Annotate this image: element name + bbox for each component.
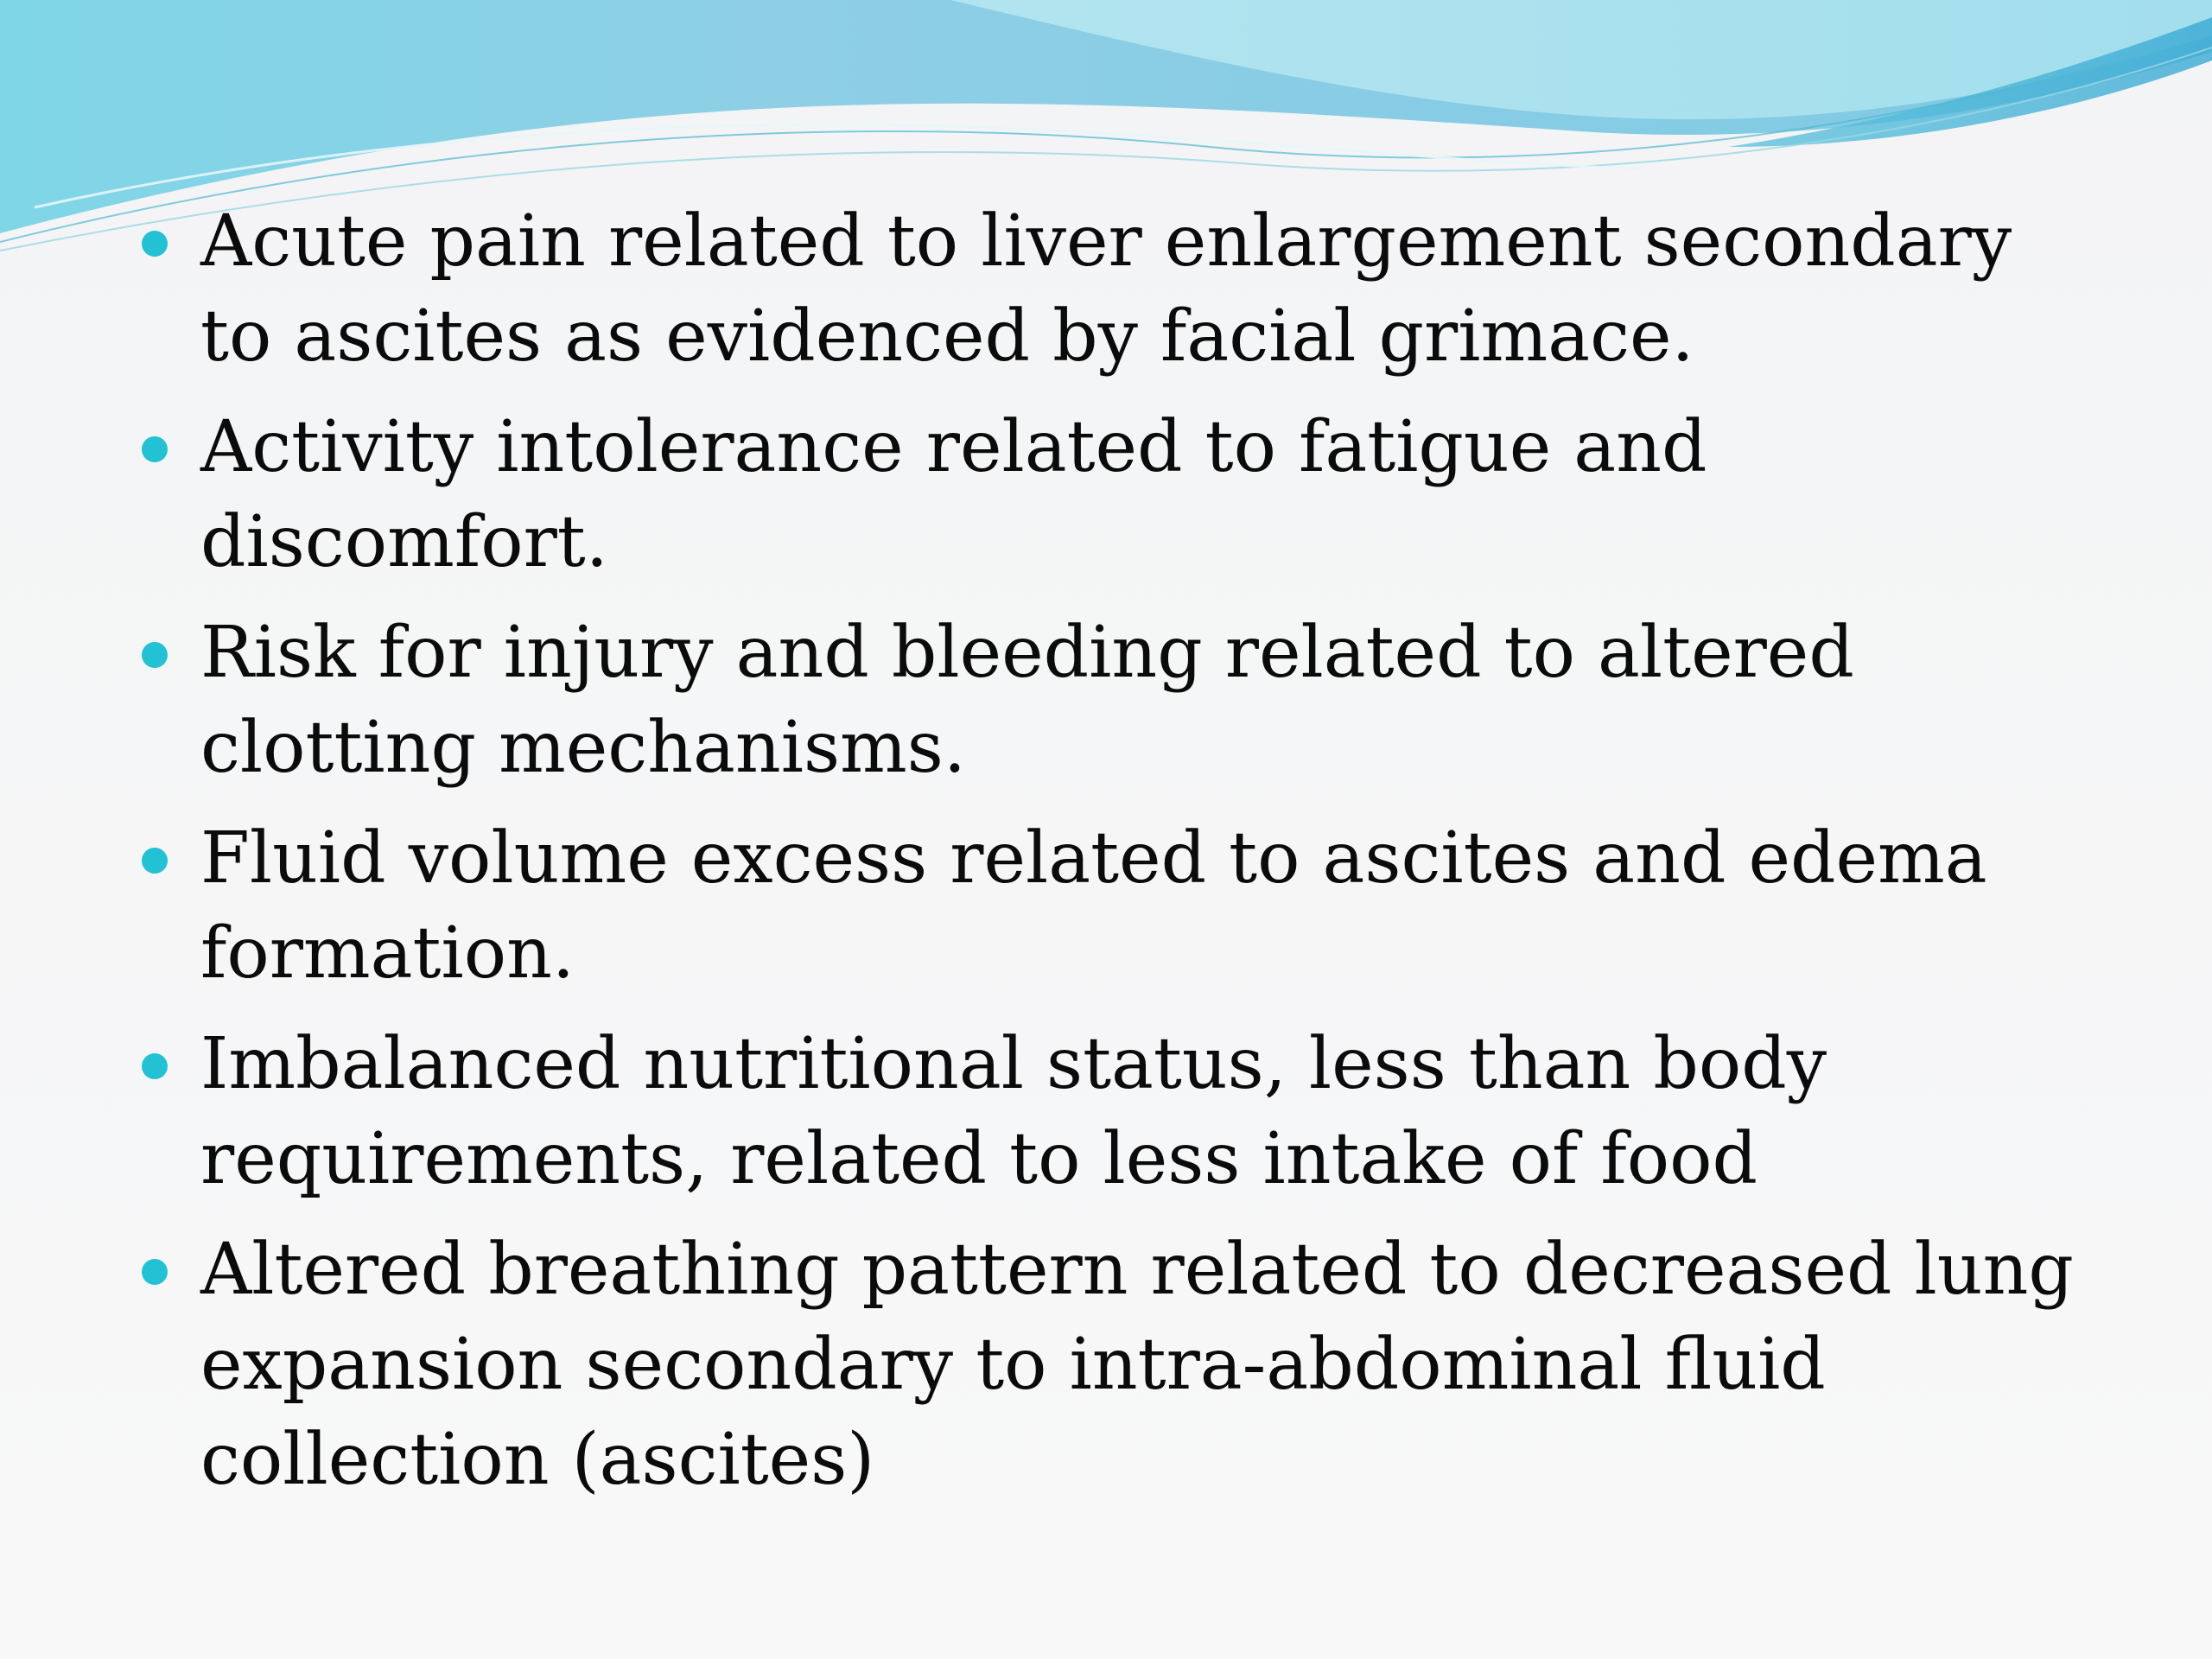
bullet-dot-icon — [142, 436, 168, 462]
bullet-text: Acute pain related to liver enlargement secondary to ascites as evidenced by facial grimace. — [200, 200, 2012, 378]
bullet-text: Imbalanced nutritional status, less than body requirements, related to less intake of food — [200, 1023, 1827, 1200]
bullet-item — [138, 194, 2091, 385]
bullet-dot-icon — [142, 231, 168, 257]
bullet-item — [138, 400, 2091, 590]
bullet-item — [138, 811, 2091, 1001]
bullet-list — [138, 194, 2091, 1523]
bullet-text: Altered breathing pattern related to decreased lung expansion secondary to intra-abdominal fluid collection (ascites) — [200, 1229, 2074, 1501]
bullet-item — [138, 1223, 2091, 1508]
bullet-dot-icon — [142, 1259, 168, 1285]
bullet-item — [138, 1017, 2091, 1207]
bullet-text: Activity intolerance related to fatigue and discomfort. — [200, 406, 1707, 583]
bullet-text: Risk for injury and bleeding related to altered clotting mechanisms. — [200, 612, 1854, 789]
bullet-dot-icon — [142, 642, 168, 668]
bullet-dot-icon — [142, 848, 168, 874]
bullet-text: Fluid volume excess related to ascites and edema formation. — [200, 817, 1987, 995]
bullet-dot-icon — [142, 1053, 168, 1079]
bullet-item — [138, 606, 2091, 796]
